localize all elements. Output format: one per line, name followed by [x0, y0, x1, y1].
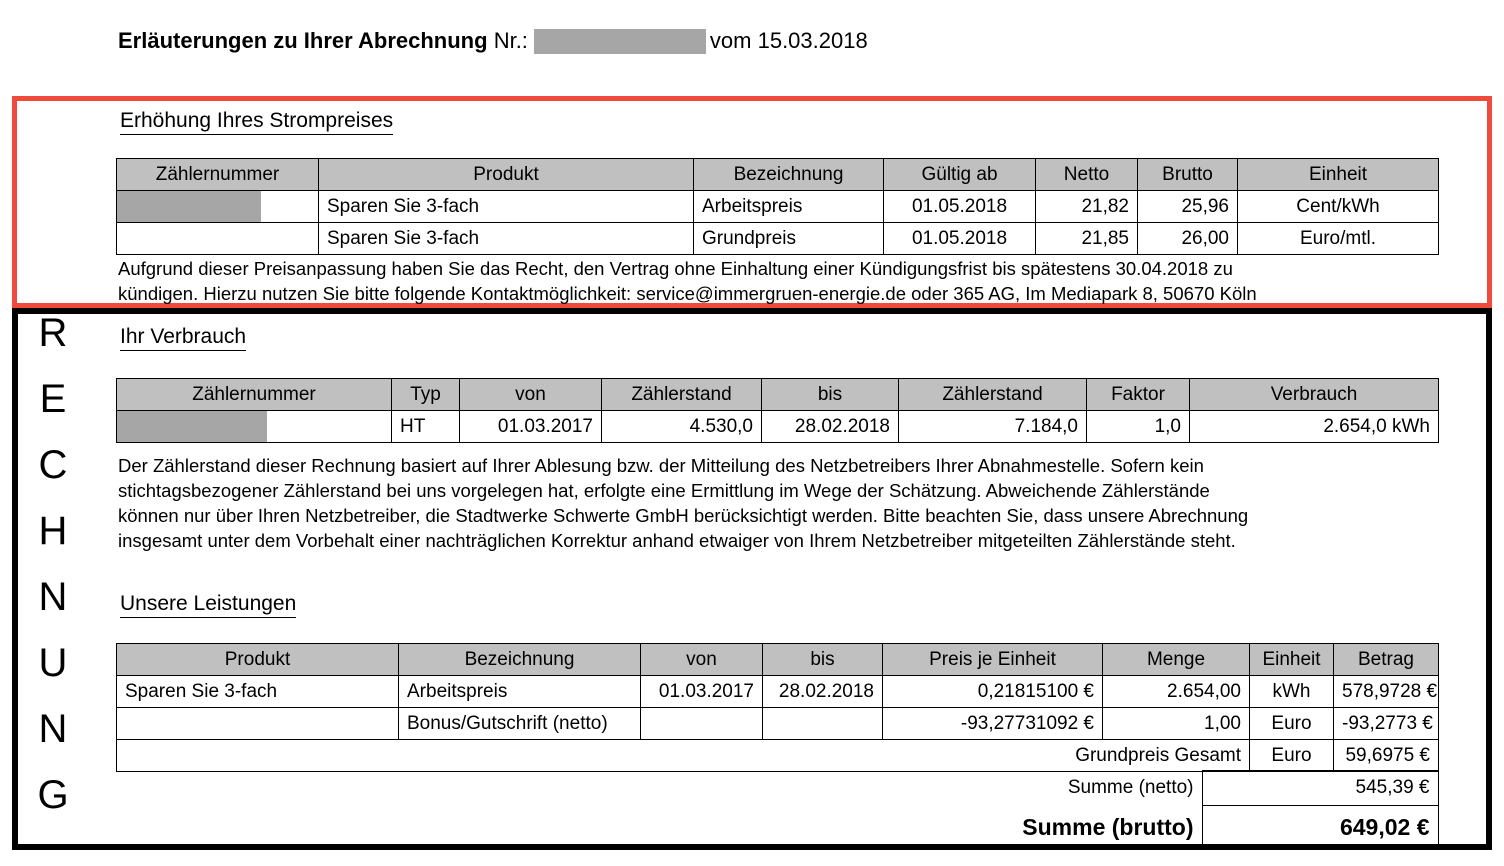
redaction-block — [117, 191, 261, 223]
cell-zaehlerstand-von: 4.530,0 — [602, 411, 762, 443]
table-header-row — [117, 644, 1439, 676]
note-line: kündigen. Hierzu nutzen Sie bitte folgende Kontaktmöglichkeit: service@immergruen-energie.de oder 365 AG, Im Mediapark 8, 50670 Köln — [118, 283, 1257, 304]
col-zaehlerstand-von: Zählerstand — [602, 379, 762, 411]
col-bis: bis — [763, 644, 883, 676]
table-row — [117, 191, 1439, 223]
table-services — [116, 643, 1439, 772]
cell-verbrauch: 2.654,0 kWh — [1190, 411, 1439, 443]
vertical-letter: R — [38, 311, 68, 355]
cell-gueltig-ab: 01.05.2018 — [884, 223, 1036, 255]
redaction-block — [117, 411, 267, 443]
note-line: Der Zählerstand dieser Rechnung basiert auf Ihrer Ablesung bzw. der Mitteilung des Netzbetreibers Ihrer Abnahmestelle. Sofern kein — [118, 455, 1204, 476]
col-bezeichnung: Bezeichnung — [399, 644, 641, 676]
cell-einheit: kWh — [1250, 676, 1334, 708]
col-faktor: Faktor — [1087, 379, 1190, 411]
page-title — [118, 26, 868, 56]
cell-zaehlernummer-redacted — [117, 411, 392, 443]
label-summe-netto: Summe (netto) — [1067, 777, 1194, 798]
col-bezeichnung: Bezeichnung — [694, 159, 884, 191]
cell-von: 01.03.2017 — [460, 411, 602, 443]
heading-services: Unsere Leistungen — [120, 591, 296, 617]
cell-netto: 21,82 — [1036, 191, 1138, 223]
cell-zaehlerstand-bis: 7.184,0 — [899, 411, 1087, 443]
col-verbrauch: Verbrauch — [1190, 379, 1439, 411]
cell-einheit: Euro — [1250, 708, 1334, 740]
col-von: von — [460, 379, 602, 411]
cell-von — [641, 708, 763, 740]
note-consumption — [118, 453, 1438, 553]
cell-gueltig-ab: 01.05.2018 — [884, 191, 1036, 223]
cell-menge: 2.654,00 — [1103, 676, 1250, 708]
cell-netto: 21,85 — [1036, 223, 1138, 255]
cell-bezeichnung: Grundpreis — [694, 223, 884, 255]
cell-bezeichnung: Arbeitspreis — [399, 676, 641, 708]
totals-row-brutto — [116, 806, 1438, 849]
vertical-letter: G — [37, 773, 69, 817]
table-row-grundpreis — [117, 740, 1439, 772]
col-gueltig-ab: Gültig ab — [884, 159, 1036, 191]
value-summe-netto: 545,39 € — [1202, 771, 1438, 806]
cell-betrag: -93,2773 € — [1334, 708, 1439, 740]
table-row — [117, 411, 1439, 443]
cell-bis: 28.02.2018 — [763, 676, 883, 708]
cell-grundpreis-einheit: Euro — [1250, 740, 1334, 772]
cell-bezeichnung: Arbeitspreis — [694, 191, 884, 223]
cell-zaehlernummer-redacted — [117, 223, 319, 255]
col-betrag: Betrag — [1334, 644, 1439, 676]
cell-betrag: 578,9728 € — [1334, 676, 1439, 708]
vertical-letter: N — [38, 575, 68, 619]
cell-typ: HT — [392, 411, 460, 443]
cell-einheit: Cent/kWh — [1238, 191, 1439, 223]
col-zaehlerstand-bis: Zählerstand — [899, 379, 1087, 411]
cell-menge: 1,00 — [1103, 708, 1250, 740]
redacted-invoice-number — [534, 29, 706, 54]
table-header-row — [117, 159, 1439, 191]
totals-row-netto — [116, 771, 1438, 806]
table-price-increase — [116, 158, 1439, 255]
cell-produkt: Sparen Sie 3-fach — [319, 223, 694, 255]
value-summe-brutto: 649,02 € — [1202, 806, 1438, 849]
vertical-letter: C — [38, 443, 68, 487]
cell-bis: 28.02.2018 — [762, 411, 899, 443]
col-brutto: Brutto — [1138, 159, 1238, 191]
vertical-letter: H — [38, 509, 68, 553]
page-title-main: Erläuterungen zu Ihrer Abrechnung — [118, 28, 488, 53]
table-totals — [116, 770, 1439, 849]
col-produkt: Produkt — [117, 644, 399, 676]
vertical-letter: E — [39, 377, 67, 421]
col-einheit: Einheit — [1250, 644, 1334, 676]
vertical-label-rechnung — [30, 300, 76, 828]
cell-preis-je-einheit: -93,27731092 € — [883, 708, 1103, 740]
table-row — [117, 708, 1439, 740]
cell-brutto: 26,00 — [1138, 223, 1238, 255]
vertical-letter: N — [38, 707, 68, 751]
col-menge: Menge — [1103, 644, 1250, 676]
col-preis-je-einheit: Preis je Einheit — [883, 644, 1103, 676]
vertical-letter: U — [38, 641, 68, 685]
cell-von: 01.03.2017 — [641, 676, 763, 708]
table-consumption — [116, 378, 1439, 443]
note-line: können nur über Ihren Netzbetreiber, die Stadtwerke Schwerte GmbH berücksichtigt werden. Bitte beachten Sie, dass unsere Abrechnung — [118, 505, 1249, 526]
note-price-increase — [118, 256, 1438, 306]
cell-bezeichnung: Bonus/Gutschrift (netto) — [399, 708, 641, 740]
cell-produkt — [117, 708, 399, 740]
label-summe-brutto: Summe (brutto) — [1022, 813, 1194, 840]
note-line: Aufgrund dieser Preisanpassung haben Sie das Recht, den Vertrag ohne Einhaltung einer Kündigungsfrist bis spätestens 30.04.2018 zu — [118, 258, 1233, 279]
heading-price-increase: Erhöhung Ihres Strompreises — [120, 108, 393, 134]
col-netto: Netto — [1036, 159, 1138, 191]
col-einheit: Einheit — [1238, 159, 1439, 191]
col-bis: bis — [762, 379, 899, 411]
col-zaehlernummer: Zählernummer — [117, 159, 319, 191]
note-line: insgesamt unter dem Vorbehalt einer nachträglichen Korrektur anhand etwaiger von Ihrem Netzbetreiber mitgeteilten Zählerstände steht. — [118, 530, 1236, 551]
cell-produkt: Sparen Sie 3-fach — [117, 676, 399, 708]
col-produkt: Produkt — [319, 159, 694, 191]
cell-zaehlernummer-redacted — [117, 191, 319, 223]
col-zaehlernummer: Zählernummer — [117, 379, 392, 411]
page-title-nr-label: Nr.: — [493, 28, 528, 53]
table-row — [117, 676, 1439, 708]
page-title-date: vom 15.03.2018 — [709, 28, 868, 53]
cell-einheit: Euro/mtl. — [1238, 223, 1439, 255]
cell-grundpreis-betrag: 59,6975 € — [1334, 740, 1439, 772]
cell-produkt: Sparen Sie 3-fach — [319, 191, 694, 223]
col-von: von — [641, 644, 763, 676]
col-typ: Typ — [392, 379, 460, 411]
cell-faktor: 1,0 — [1087, 411, 1190, 443]
table-row — [117, 223, 1439, 255]
cell-brutto: 25,96 — [1138, 191, 1238, 223]
cell-preis-je-einheit: 0,21815100 € — [883, 676, 1103, 708]
cell-grundpreis-label: Grundpreis Gesamt — [117, 740, 1250, 772]
table-header-row — [117, 379, 1439, 411]
heading-consumption: Ihr Verbrauch — [120, 324, 246, 350]
note-line: stichtagsbezogener Zählerstand bei uns vorgelegen hat, erfolgte eine Ermittlung im Wege der Schätzung. Abweichende Zählerstände — [118, 480, 1210, 501]
cell-bis — [763, 708, 883, 740]
